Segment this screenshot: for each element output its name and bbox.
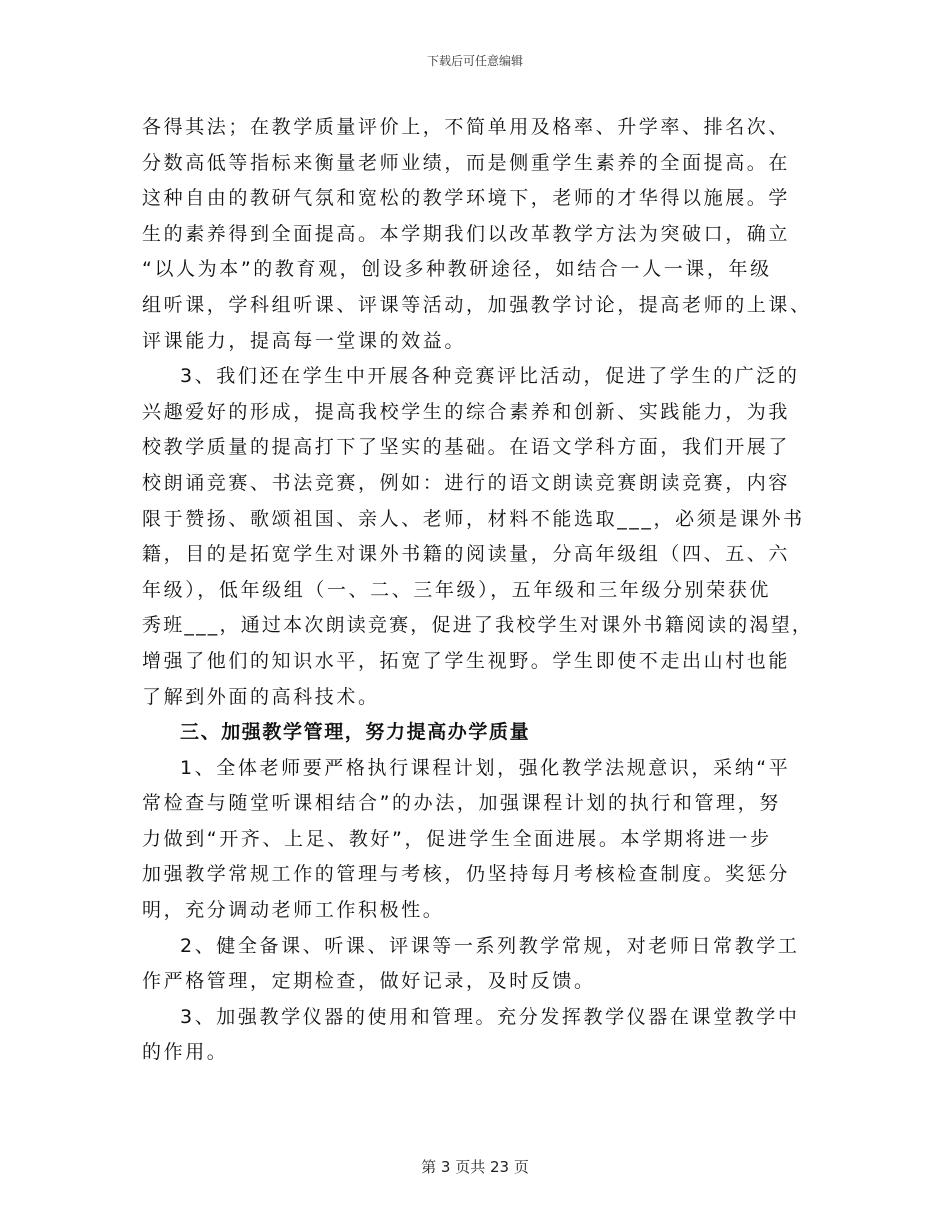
text-line: 作严格管理，定期检查，做好记录，及时反馈。 (142, 970, 596, 993)
paragraph-start-line: 3、加强教学仪器的使用和管理。充分发挥教学仪器在课堂教学中 (180, 1005, 800, 1028)
paragraph-start-line: 3、我们还在学生中开展各种竞赛评比活动，促进了学生的广泛的 (180, 365, 800, 388)
text-line: 组听课，学科组听课、评课等活动，加强教学讨论，提高老师的上课、 (142, 293, 812, 316)
text-line: 秀班___，通过本次朗读竞赛，促进了我校学生对课外书籍阅读的渴望， (142, 614, 814, 637)
text-line: 评课能力，提高每一堂课的效益。 (142, 329, 467, 352)
text-line: 这种自由的教研气氛和宽松的教学环境下，老师的才华得以施展。学 (142, 187, 791, 210)
text-line: 加强教学常规工作的管理与考核，仍坚持每月考核检查制度。奖惩分 (142, 863, 791, 886)
text-line: 力做到“开齐、上足、教好”，促进学生全面进展。本学期将进一步 (142, 827, 772, 850)
text-line: 的作用。 (142, 1041, 229, 1064)
text-line: 籍，目的是拓宽学生对课外书籍的阅读量，分高年级组（四、五、六 (142, 543, 791, 566)
text-line: 明，充分调动老师工作积极性。 (142, 899, 445, 922)
paragraph-start-line: 2、健全备课、听课、评课等一系列教学常规，对老师日常教学工 (180, 934, 800, 957)
text-line: 校朗诵竞赛、书法竞赛，例如：进行的语文朗读竞赛朗读竞赛，内容 (142, 471, 791, 494)
section-heading: 三、加强教学管理，努力提高办学质量 (180, 721, 531, 744)
text-line: “以人为本”的教育观，创设多种教研途径，如结合一人一课，年级 (142, 258, 772, 281)
page-header: 下载后可任意编辑 (426, 54, 523, 68)
text-line: 各得其法；在教学质量评价上，不简单用及格率、升学率、排名次、 (142, 116, 791, 138)
text-line: 了解到外面的高科技术。 (142, 685, 380, 708)
text-line: 兴趣爱好的形成，提高我校学生的综合素养和创新、实践能力，为我 (142, 400, 791, 423)
text-line: 年级），低年级组（一、二、三年级），五年级和三年级分别荣获优 (142, 578, 772, 601)
page-footer: 第 3 页共 23 页 (421, 1158, 529, 1176)
text-line: 分数高低等指标来衡量老师业绩，而是侧重学生素养的全面提高。在 (142, 151, 791, 174)
text-line: 增强了他们的知识水平，拓宽了学生视野。学生即使不走出山村也能 (142, 649, 791, 672)
paragraph-start-line: 1、全体老师要严格执行课程计划，强化教学法规意识，采纳“平 (180, 756, 791, 779)
text-line: 生的素养得到全面提高。本学期我们以改革教学方法为突破口，确立 (142, 222, 791, 245)
text-line: 限于赞扬、歌颂祖国、亲人、老师，材料不能选取___，必须是课外书 (142, 507, 805, 530)
text-line: 常检查与随堂听课相结合”的办法，加强课程计划的执行和管理，努 (142, 792, 781, 815)
text-line: 校教学质量的提高打下了坚实的基础。在语文学科方面，我们开展了 (142, 436, 791, 459)
document-body (142, 110, 817, 1071)
